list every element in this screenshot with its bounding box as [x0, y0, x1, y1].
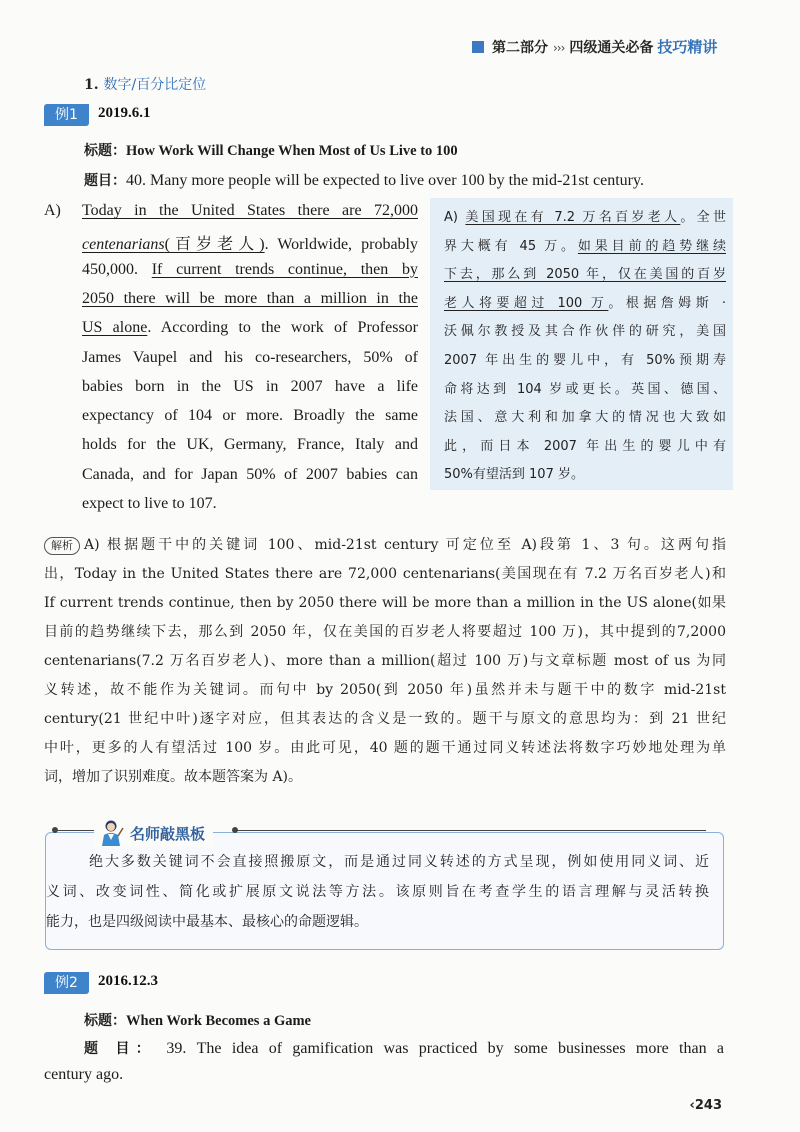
square-icon — [472, 41, 484, 53]
passage-line: holds for the UK, Germany, France, Italy and — [82, 436, 418, 454]
analysis-line: 词，增加了识别难度。故本题答案为 A)。 — [44, 769, 303, 785]
section-heading: 1. 数字/百分比定位 — [84, 77, 207, 93]
passage-line: US alone. According to the work of Professor — [82, 319, 418, 337]
passage-line: babies born in the US in 2007 have a life — [82, 377, 418, 395]
translation-line: A) 美国现在有 7.2 万名百岁老人。全世 — [444, 210, 726, 225]
example-1-badge: 例1 — [44, 104, 89, 126]
translation-box — [430, 198, 733, 490]
translation-line: 法国、意大利和加拿大的情况也大致如 — [444, 410, 726, 426]
dot-decoration — [232, 827, 238, 833]
passage-line: expectancy of 104 or more. Broadly the same — [82, 407, 418, 425]
example-2-date: 2016.12.3 — [98, 973, 158, 989]
paragraph-marker: A) — [44, 202, 61, 219]
example-1-title: 标题：How Work Will Change When Most of Us Live to 100 — [84, 143, 458, 159]
page-number: ‹243 — [689, 1098, 722, 1113]
divider — [58, 830, 98, 831]
teacher-tip-line: 义词、改变词性、简化或扩展原文说法等方法。该原则旨在考查学生的语言理解与灵活转换 — [46, 884, 709, 900]
example-2-question-cont: century ago. — [44, 1066, 124, 1083]
arrows-icon: ››› — [553, 41, 565, 55]
running-header — [472, 36, 782, 60]
header-highlight: 技巧精讲 — [657, 38, 718, 56]
teacher-tip-line: 绝大多数关键词不会直接照搬原文，而是通过同义转述的方式呈现，例如使用同义词、近 — [89, 854, 709, 870]
example-1-date: 2019.6.1 — [98, 105, 151, 121]
translation-line: 老人将要超过 100 万。根据詹姆斯 · — [444, 295, 727, 311]
translation-line: 2007 年出生的婴儿中，有 50%预期寿 — [444, 353, 726, 368]
translation-line: 下去，那么到 2050 年，仅在美国的百岁 — [444, 267, 726, 283]
analysis-line: 目前的趋势继续下去，那么到 2050 年，仅在美国的百岁老人将要超过 100 万)，其中提到的7,2000 — [44, 624, 726, 640]
analysis-line: 出，Today in the United States there are 72,000 centenarians(美国现在有 7.2 万名百岁老人)和 — [44, 566, 726, 582]
header-section: 四级通关必备 — [569, 40, 654, 56]
analysis-badge: 解析 — [44, 537, 80, 555]
teacher-icon — [98, 819, 124, 847]
translation-line: 50%有望活到 107 岁。 — [444, 467, 584, 483]
analysis-line: centenarians(7.2 万名百岁老人)、more than a million(超过 100 万)与文章标题 most of us 为同 — [44, 653, 726, 669]
analysis-line: 义转述，故不能作为关键词。而句中 by 2050(到 2050 年)虽然并未与题干中的数字 mid-21st — [44, 682, 726, 698]
analysis-line: century(21 世纪中叶)逐字对应，但其表达的含义是一致的。题干与原文的意思均为：到 21 世纪 — [44, 711, 726, 727]
passage-line: centenarians(百岁老人). Worldwide, probably — [82, 236, 418, 254]
example-2-question: 题 目： 39. The idea of gamification was practiced by some businesses more than a — [84, 1040, 724, 1057]
header-part: 第二部分 — [492, 40, 548, 56]
analysis-line: If current trends continue, then by 2050 there will be more than a million in the US alone(如果 — [44, 595, 726, 611]
example-2-badge: 例2 — [44, 972, 89, 994]
passage-line: 450,000. If current trends continue, then by — [82, 260, 419, 278]
teacher-tip-line: 能力，也是四级阅读中最基本、最核心的命题逻辑。 — [46, 914, 368, 930]
divider — [236, 830, 706, 831]
translation-line: 命将达到 104 岁或更长。英国、德国、 — [444, 381, 726, 397]
passage-line: expect to live to 107. — [82, 495, 217, 512]
passage-line: 2050 there will be more than a million in the — [82, 289, 418, 307]
translation-line: 沃佩尔教授及其合作伙伴的研究，美国 — [444, 324, 726, 340]
passage-line: A) Today in the United States there are 72,000 — [44, 202, 418, 219]
analysis-line: 解析 A) 根据题干中的关键词 100、mid-21st century 可定位至 A)段第 1、3 句。这两句指 — [44, 534, 726, 563]
example-2-title: 标题：When Work Becomes a Game — [84, 1013, 311, 1029]
translation-line: 此，而日本 2007 年出生的婴儿中有 — [444, 438, 726, 454]
passage-line: Canada, and for Japan 50% of 2007 babies can — [82, 465, 418, 483]
analysis-line: 中叶，更多的人有望活过 100 岁。由此可见，40 题的题干通过同义转述法将数字巧妙地处理为单 — [44, 740, 726, 756]
passage-line: James Vaupel and his co-researchers, 50% of — [82, 348, 418, 366]
example-1-question: 题目：40. Many more people will be expected to live over 100 by the mid-21st century. — [84, 172, 644, 189]
teacher-tip-label: 名师敲黑板 — [94, 819, 213, 847]
translation-line: 界大概有 45 万。如果目前的趋势继续 — [444, 238, 726, 254]
